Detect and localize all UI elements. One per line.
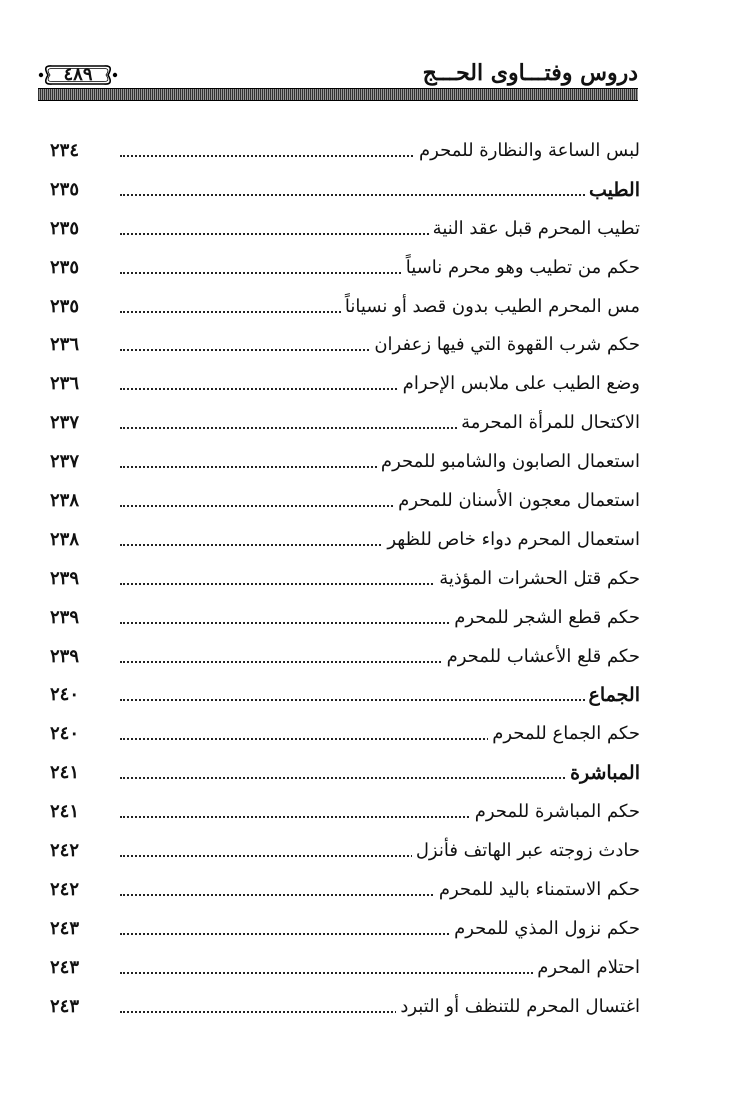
toc-entry-title: اغتسال المحرم للتنظف أو التبرد <box>396 996 640 1017</box>
toc-entry-title: حكم قلع الأعشاب للمحرم <box>443 646 640 667</box>
toc-entry <box>50 371 640 410</box>
toc-entry <box>50 216 640 255</box>
toc-entry-page: ٢٣٧ <box>50 451 80 473</box>
toc-entry-title: حكم الاستمناء باليد للمحرم <box>435 879 640 900</box>
toc-entry-page: ٢٤٠ <box>50 684 80 706</box>
toc-entry-title: حكم المباشرة للمحرم <box>471 801 640 822</box>
toc-entry <box>50 877 640 916</box>
toc-section-heading <box>50 682 640 721</box>
toc-entry-page: ٢٣٦ <box>50 373 80 395</box>
toc-entry-page: ٢٣٥ <box>50 256 80 278</box>
toc-entry-page: ٢٤٣ <box>50 956 80 978</box>
toc-entry <box>50 410 640 449</box>
toc-entry-title: تطيب المحرم قبل عقد النية <box>429 218 640 239</box>
toc-entry-title: لبس الساعة والنظارة للمحرم <box>415 140 640 161</box>
toc-entry-title: استعمال المحرم دواء خاص للظهر <box>383 529 640 550</box>
toc-entry <box>50 332 640 371</box>
toc-entry <box>50 605 640 644</box>
toc-entry-title: وضع الطيب على ملابس الإحرام <box>399 373 640 394</box>
toc-entry-title: المباشرة <box>566 762 640 784</box>
toc-entry-title: احتلام المحرم <box>533 957 640 978</box>
toc-entry-page: ٢٣٩ <box>50 645 80 667</box>
toc-entry-page: ٢٣٥ <box>50 217 80 239</box>
toc-entry <box>50 838 640 877</box>
toc-entry <box>50 721 640 760</box>
toc-entry <box>50 527 640 566</box>
toc-entry-title: حكم قتل الحشرات المؤذية <box>435 568 640 589</box>
running-title: دروس وفتـــاوى الحـــج <box>422 60 638 86</box>
toc-entry-title: استعمال الصابون والشامبو للمحرم <box>377 451 640 472</box>
toc-entry-title: حكم قطع الشجر للمحرم <box>450 607 640 628</box>
toc-entry-page: ٢٣٤ <box>50 140 80 161</box>
toc-entry-page: ٢٣٥ <box>50 295 80 317</box>
toc-entry-title: الاكتحال للمرأة المحرمة <box>457 412 640 433</box>
toc-entry-page: ٢٣٨ <box>50 490 80 512</box>
toc-entry-page: ٢٤٢ <box>50 840 80 862</box>
toc-entry-page: ٢٤٠ <box>50 723 80 745</box>
toc-section-heading <box>50 760 640 799</box>
toc-section-heading <box>50 177 640 216</box>
toc-entry <box>50 916 640 955</box>
toc-entry-page: ٢٣٦ <box>50 334 80 356</box>
page-number: ٤٨٩ <box>63 64 93 85</box>
header-rule <box>38 88 638 101</box>
toc-entry-page: ٢٣٧ <box>50 412 80 434</box>
toc-entry-page: ٢٣٩ <box>50 606 80 628</box>
toc-entry-title: حكم شرب القهوة التي فيها زعفران <box>370 334 640 355</box>
toc-entry-title: حادث زوجته عبر الهاتف فأنزل <box>412 840 640 861</box>
toc-entry-page: ٢٣٩ <box>50 567 80 589</box>
toc-entry <box>50 994 640 1033</box>
dot-leader <box>120 699 640 701</box>
toc-entry <box>50 644 640 683</box>
toc-entry <box>50 488 640 527</box>
dot-leader <box>120 194 640 196</box>
toc-entry-page: ٢٣٥ <box>50 178 80 200</box>
toc-entry <box>50 799 640 838</box>
toc-entry <box>50 294 640 333</box>
toc-entry-page: ٢٤١ <box>50 762 80 784</box>
toc-entry <box>50 449 640 488</box>
toc-entry-title: مس المحرم الطيب بدون قصد أو نسياناً <box>341 296 640 317</box>
toc-entry-title: الطيب <box>585 179 640 201</box>
toc-entry-page: ٢٤٢ <box>50 878 80 900</box>
toc-entry <box>50 255 640 294</box>
table-of-contents <box>50 138 640 1032</box>
toc-entry <box>50 955 640 994</box>
toc-entry-title: حكم نزول المذي للمحرم <box>450 918 640 939</box>
toc-entry <box>50 566 640 605</box>
toc-entry-title: حكم الجماع للمحرم <box>488 723 640 744</box>
toc-entry-page: ٢٤٣ <box>50 917 80 939</box>
toc-entry <box>50 138 640 177</box>
toc-entry-page: ٢٤١ <box>50 801 80 823</box>
toc-entry-title: الجماع <box>585 684 640 706</box>
page-number-badge <box>38 62 118 88</box>
toc-entry-page: ٢٤٣ <box>50 995 80 1017</box>
toc-entry-page: ٢٣٨ <box>50 528 80 550</box>
toc-entry-title: حكم من تطيب وهو محرم ناسياً <box>402 257 640 278</box>
toc-entry-title: استعمال معجون الأسنان للمحرم <box>394 490 640 511</box>
dot-leader <box>120 777 640 779</box>
